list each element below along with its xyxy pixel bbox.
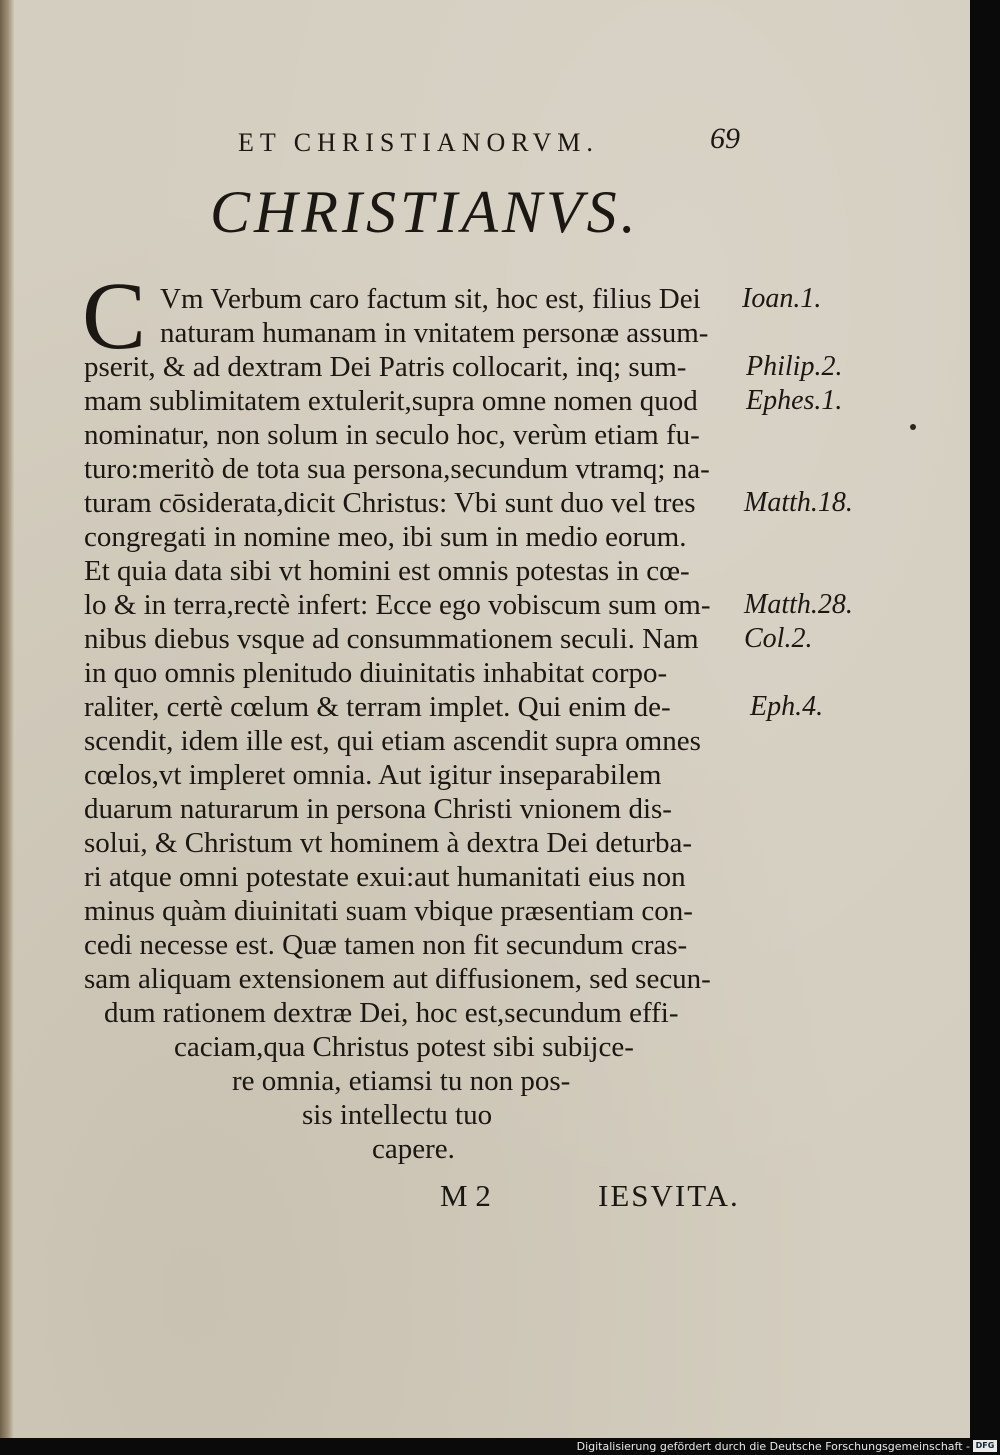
text-line: sis intellectu tuo	[302, 1099, 493, 1131]
marginal-note: Matth.18.	[744, 487, 853, 518]
text-line: lo & in terra,rectè infert: Ecce ego vobiscum sum om-	[84, 589, 711, 621]
text-line: raliter, certè cœlum & terram implet. Qui enim de-	[84, 691, 671, 723]
text-line: re omnia, etiamsi tu non pos-	[232, 1065, 571, 1097]
running-head: ET CHRISTIANORVM.	[238, 128, 599, 157]
text-line: scendit, idem ille est, qui etiam ascendit supra omnes	[84, 725, 701, 757]
text-line: caciam,qua Christus potest sibi subijce-	[174, 1031, 634, 1063]
text-line: turam cōsiderata,dicit Christus: Vbi sunt duo vel tres	[84, 487, 696, 519]
marginal-note: Ioan.1.	[742, 283, 822, 314]
drop-capital: C	[82, 262, 147, 369]
text-line: solui, & Christum vt hominem à dextra Dei deturba-	[84, 827, 693, 859]
page-binding-edge	[0, 0, 14, 1438]
text-line: pserit, & ad dextram Dei Patris collocarit, inq; sum-	[84, 351, 687, 383]
section-title: CHRISTIANVS.	[210, 179, 640, 245]
text-line: ri atque omni potestate exui:aut humanitati eius non	[84, 861, 686, 893]
text-line: naturam humanam in vnitatem personæ assum-	[160, 317, 709, 349]
text-line: cœlos,vt impleret omnia. Aut igitur inseparabilem	[84, 759, 662, 791]
text-line: dum rationem dextræ Dei, hoc est,secundum effi-	[104, 997, 679, 1029]
text-line: capere.	[372, 1133, 455, 1165]
marginal-note: Eph.4.	[750, 691, 824, 722]
text-line: cedi necesse est. Quæ tamen non fit secundum cras-	[84, 929, 688, 961]
footer-bar	[0, 1438, 1000, 1455]
funding-notice: Digitalisierung gefördert durch die Deutsche Forschungsgemeinschaft -	[576, 1440, 970, 1453]
text-line: nominatur, non solum in seculo hoc, verùm etiam fu-	[84, 419, 700, 451]
text-line: turo:meritò de tota sua persona,secundum vtramq; na-	[84, 453, 710, 485]
signature-mark: M 2	[440, 1178, 491, 1213]
text-line: Vm Verbum caro factum sit, hoc est, filius Dei	[160, 283, 701, 315]
marginal-note: Matth.28.	[744, 589, 853, 620]
ink-speck	[910, 424, 916, 430]
text-line: congregati in nomine meo, ibi sum in medio eorum.	[84, 521, 687, 553]
text-line: nibus diebus vsque ad consummationem seculi. Nam	[84, 623, 699, 655]
page-number: 69	[710, 122, 740, 155]
text-line: mam sublimitatem extulerit,supra omne nomen quod	[84, 385, 698, 417]
marginal-note: Philip.2.	[746, 351, 843, 382]
catchword: IESVITA.	[598, 1178, 740, 1213]
text-line: in quo omnis plenitudo diuinitatis inhabitat corpo-	[84, 657, 668, 689]
marginal-note: Ephes.1.	[746, 385, 843, 416]
text-line: minus quàm diuinitati suam vbique præsentiam con-	[84, 895, 693, 927]
dfg-logo-icon: DFG	[973, 1440, 997, 1452]
text-line: duarum naturarum in persona Christi vnionem dis-	[84, 793, 672, 825]
text-line: sam aliquam extensionem aut diffusionem, sed secun-	[84, 963, 711, 995]
text-line: Et quia data sibi vt homini est omnis potestas in cœ-	[84, 555, 690, 587]
marginal-note: Col.2.	[744, 623, 813, 654]
